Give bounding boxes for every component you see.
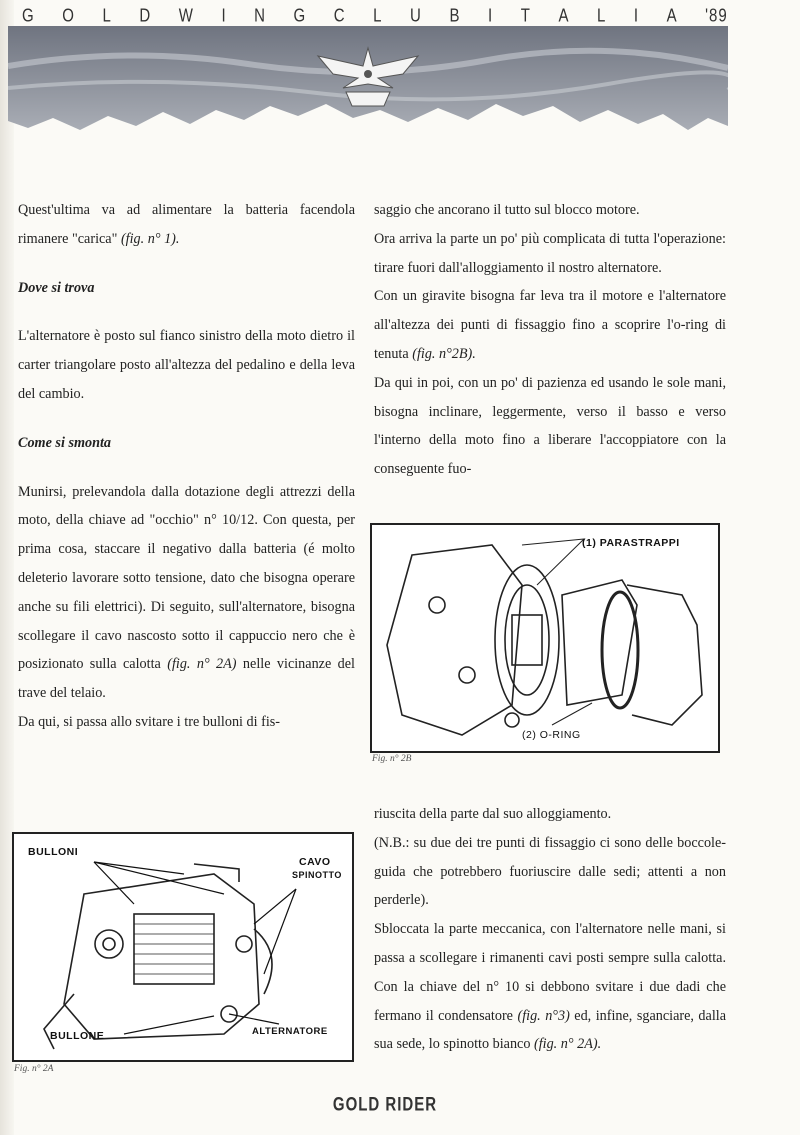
figure-2b-caption: Fig. n° 2B [372, 754, 412, 764]
figure-2a [12, 832, 354, 1062]
masthead-letter: G [22, 4, 35, 26]
callout-cavo: CAVO [299, 856, 331, 868]
callout-bulloni: BULLONI [28, 846, 79, 858]
figure-reference: (fig. n°3) [517, 1007, 570, 1024]
paragraph: L'alternatore è posto sul fianco sinistro della moto dietro il carter triangolare posto all'altezza del pedalino e della leva del cambio. [18, 328, 355, 402]
paragraph: Da qui, si passa allo svitare i tre bulloni di fis- [18, 713, 281, 730]
section-heading-dove-si-trova: Dove si trova [18, 279, 95, 296]
masthead-letter: L [373, 4, 383, 26]
callout-bullone: BULLONE [50, 1030, 105, 1042]
paragraph: Quest'ultima va ad alimentare la batteria facendola rimanere "carica" (fig. n° 1). [18, 202, 355, 247]
masthead-year: '89 [705, 4, 728, 26]
paragraph: Da qui in poi, con un po' di pazienza ed usando le sole mani, bisogna inclinare, leggermente, verso il basso e verso l'interno della moto fino a liberare l'accoppiatore con la conseguente fuo- [374, 374, 726, 478]
left-column [18, 196, 355, 737]
masthead-letter: I [221, 4, 227, 26]
figure-reference: (fig. n° 2A) [167, 656, 237, 673]
masthead-letter: I [488, 4, 494, 26]
callout-spinotto: SPINOTTO [292, 870, 342, 880]
figure-2b [370, 523, 720, 753]
paragraph: Sbloccata la parte meccanica, con l'alternatore nelle mani, si passa a scollegare i rimanenti cavi posti sempre sulla calotta. Con la chiave del n° 10 si debbono svitare i due dadi che fermano il condensatore (fig. n°3) ed, infine, sganciare, dalla sua sede, lo spinotto bianco (fig. n° 2A). [374, 921, 727, 1053]
masthead-letter: A [666, 4, 678, 26]
callout-o-ring: (2) O-RING [522, 729, 581, 741]
masthead-letter: N [254, 4, 266, 26]
masthead-letter: I [633, 4, 640, 26]
masthead-letter: C [333, 4, 346, 26]
figure-reference: (fig. n°2B). [412, 345, 476, 362]
masthead-letter: B [449, 4, 461, 26]
section-heading-come-si-smonta: Come si smonta [18, 434, 112, 451]
paragraph: Munirsi, prelevandola dalla dotazione degli attrezzi della moto, della chiave ad "occhio" n° 10/12. Con questa, per prima cosa, staccare il negativo dalla batteria (é molto deleterio lavorare sotto tensione, dato che bisogna operare anche su fili elettrici). Di seguito, sull'alternatore, bisogna scollegare il cavo nascosto sotto il cappuccio nero che è posizionato sulla calotta (fig. n° 2A) nelle vicinanze del trave del telaio. [18, 483, 355, 702]
masthead-letter: D [139, 4, 152, 26]
masthead-letter: G [293, 4, 307, 26]
masthead-letter: O [62, 4, 75, 26]
masthead-letter: L [102, 4, 112, 26]
masthead-letter: W [178, 4, 194, 26]
figure-reference: (fig. n° 2A). [533, 1036, 602, 1053]
paragraph: Ora arriva la parte un po' più complicata di tutta l'operazione: tirare fuori dall'alloggiamento il nostro alternatore. [374, 230, 726, 276]
masthead [8, 0, 728, 140]
masthead-banner [8, 26, 728, 140]
alternator-coupling-drawing [372, 525, 718, 751]
right-column-top [374, 196, 726, 484]
paragraph: saggio che ancorano il tutto sul blocco motore. [374, 202, 640, 218]
masthead-letter: L [597, 4, 607, 26]
magazine-footer: GOLD RIDER [332, 1093, 438, 1116]
figure-reference: (fig. n° 1). [120, 230, 180, 247]
paragraph: (N.B.: su due dei tre punti di fissaggio ci sono delle boccole-guida che potrebbero fuoriuscire dalle sedi; attenti a non perderle). [374, 834, 726, 909]
callout-alternatore: ALTERNATORE [252, 1026, 328, 1037]
paragraph: Con un giravite bisogna far leva tra il motore e l'alternatore all'altezza dei punti di fissaggio fino a scoprire l'o-ring di tenuta (fig. n°2B). [374, 288, 726, 362]
callout-parastrappi: (1) PARASTRAPPI [582, 537, 680, 549]
masthead-letter: T [520, 4, 531, 26]
figure-2a-caption: Fig. n° 2A [14, 1064, 54, 1074]
paragraph: riuscita della parte dal suo alloggiamento. [374, 806, 612, 822]
masthead-letter: U [410, 4, 422, 26]
right-column-bottom [374, 800, 726, 1059]
masthead-letter: A [558, 4, 570, 26]
